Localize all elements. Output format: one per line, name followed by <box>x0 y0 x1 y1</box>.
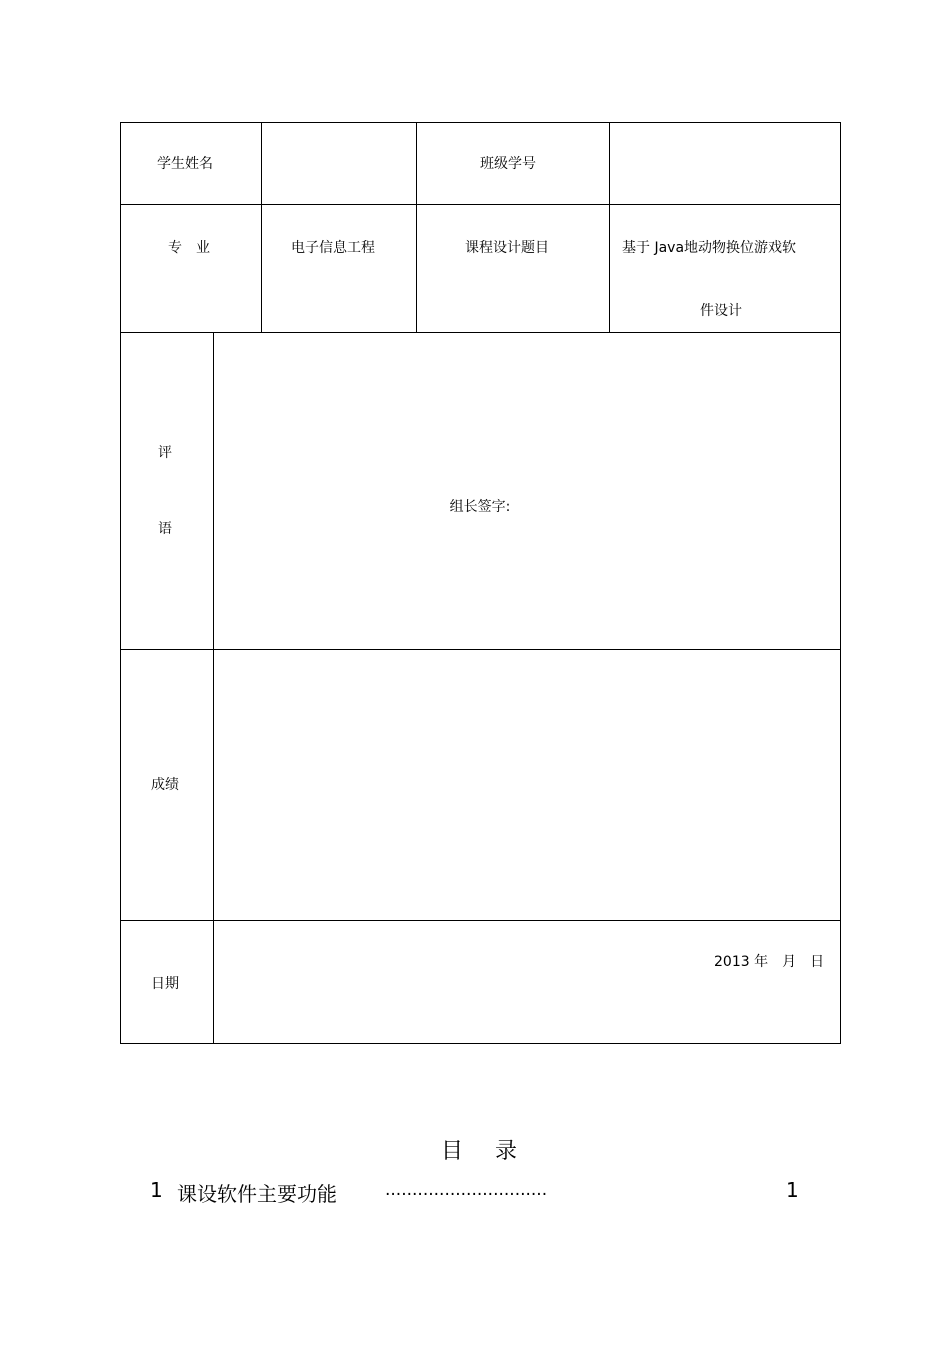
row-divider <box>120 332 841 333</box>
column-divider <box>261 122 262 333</box>
table-border-right <box>840 122 841 1044</box>
row-divider <box>120 204 841 205</box>
date-value: 2013 年 月 日 <box>714 954 825 970</box>
comment-label-char2: 语 <box>158 521 172 537</box>
toc-entry-title[interactable]: 课设软件主要功能 <box>177 1182 337 1206</box>
toc-heading <box>441 1134 519 1165</box>
student-name-label: 学生姓名 <box>157 156 213 172</box>
topic-value-line1: 基于 Java地动物换位游戏软 <box>622 240 797 256</box>
toc-entry-leader: .............................. <box>385 1180 548 1200</box>
class-id-label: 班级学号 <box>480 156 536 172</box>
toc-heading-char1: 目 <box>440 1139 465 1164</box>
topic-value-line2: 件设计 <box>700 303 742 319</box>
row-divider <box>120 920 841 921</box>
toc-entry-page[interactable]: 1 <box>786 1178 799 1202</box>
column-divider <box>416 122 417 333</box>
table-border-left <box>120 122 121 1044</box>
topic-label: 课程设计题目 <box>465 240 549 256</box>
toc-entry-number: 1 <box>150 1178 163 1202</box>
grade-label: 成绩 <box>151 777 179 793</box>
comment-label-char1: 评 <box>158 445 172 461</box>
leader-signature-label: 组长签字: <box>449 499 511 515</box>
toc-heading-char2: 录 <box>495 1139 520 1164</box>
major-value: 电子信息工程 <box>291 240 375 256</box>
column-divider <box>609 122 610 333</box>
date-label: 日期 <box>151 976 179 992</box>
column-divider <box>213 332 214 1044</box>
major-label: 专 业 <box>168 240 210 256</box>
table-border-bottom <box>120 1043 841 1044</box>
table-border-top <box>120 122 841 123</box>
row-divider <box>120 649 841 650</box>
